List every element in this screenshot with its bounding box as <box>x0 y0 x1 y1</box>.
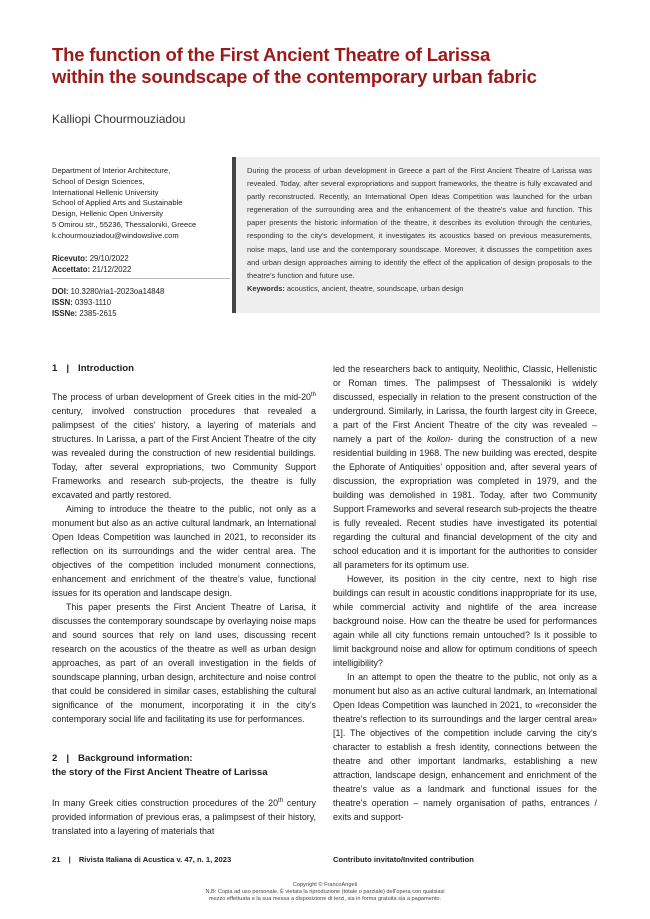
article-metadata <box>52 253 232 319</box>
title-line-1: The function of the First Ancient Theatre of Larissa <box>52 44 491 65</box>
section-number: 2 <box>52 753 58 764</box>
issne-label: ISSNe: <box>52 309 78 318</box>
issne-value: 2385-2615 <box>79 309 117 318</box>
right-column <box>333 362 597 824</box>
body-paragraph: This paper presents the First Ancient Theatre of Larisa, it discusses the contemporary soundscape by overlaying noise maps and sound sources that rely on land uses, discussing recent research on the acoustics of the theatre as well as urban design approaches, as part of an overall investigation in the fields of soundscape planning, urban design, architecture and noise control that could be considered in similar cases, establishing the cultural significance of the monument, incorporating it in the city’s contemporary social life and facilitating its use for performances. <box>52 602 316 724</box>
doi-label: DOI: <box>52 287 69 296</box>
received-date <box>52 253 232 264</box>
accepted-label: Accettato: <box>52 265 91 274</box>
body-paragraph: In many Greek cities construction procedures of the 20th century provided information of previous eras, a palimpsest of their history, translated into a layering of materials that <box>52 798 316 836</box>
author-affiliation <box>52 166 232 242</box>
issne <box>52 308 232 319</box>
issn-value: 0393-1110 <box>74 298 112 307</box>
affiliation-line: Design, Hellenic Open University <box>52 209 163 219</box>
section-title: Introduction <box>78 363 134 374</box>
affiliation-line: International Hellenic University <box>52 187 159 197</box>
body-paragraph: The process of urban development of Greek cities in the mid-20th century, involved construction procedures that revealed a palimpsest of the cities’ history, a layering of materials and structures. In Larissa, a part of the First Ancient Theatre of the city was revealed during the construction of new residential buildings. Today, after several expropriations, two Community Support Frameworks and research sub-projects, the theatre is fully excavated and partly restored. <box>52 392 316 500</box>
page-footer-journal <box>52 855 231 864</box>
copyright-notice <box>0 882 650 904</box>
title-line-2: within the soundscape of the contemporary urban fabric <box>52 66 537 87</box>
page-number: 21 <box>52 855 61 864</box>
section-heading-introduction <box>52 362 316 376</box>
affiliation-line: 5 Omirou str., 55236, Thessaloniki, Greece <box>52 219 197 229</box>
issn-label: ISSN: <box>52 298 73 307</box>
received-value: 29/10/2022 <box>89 254 129 263</box>
body-paragraph: In an attempt to open the theatre to the public, not only as a monument but also as an active cultural landmark, an International Open Ideas Competition was launched in 2021, to «reconsider the theatre’s reflection to its surroundings and the larger central area» [1]. The objectives of the competition include carving the city’s character to establish a fresh identity, connections between the theatre and other important landmarks, establishing a new attraction, landscape design, enhancement and enrichment of the theatre’s value as a landmark and functional issues for the theatre’s operation – namely organisation of paths, entrances / exits and support- <box>333 672 597 822</box>
doi-value[interactable]: 10.3280/ria1-2023oa14848 <box>70 287 165 296</box>
body-paragraph: However, its position in the city centre, next to high rise buildings can result in acoustic conditions inappropriate for its use, while commercial activity and nightlife of the area increase background noise. How can the theatre be used for performances again while all city functions remain untouched? Is it possible to limit background noise and allow for optimum conditions of speech intelligibility? <box>333 574 597 668</box>
section-heading-background <box>52 752 316 780</box>
section-title: Background information: <box>78 753 193 764</box>
keywords-value: acoustics, ancient, theatre, soundscape, urban design <box>286 283 464 293</box>
left-column <box>52 362 316 838</box>
author-email[interactable]: k.chourmouziadou@windowslive.com <box>52 230 179 240</box>
body-paragraph: Aiming to introduce the theatre to the public, not only as a monument but also as an active cultural landmark, an International Open Ideas Competition was launched in 2021, to reconsider its reflection on its surroundings and the wider central area. The objectives of the competition included monument connections, enhancement and enrichment of the theatre’s value, functional issues for its operation and landscape design. <box>52 504 316 598</box>
copyright-line: Copyright © FrancoAngeli <box>292 882 358 888</box>
paper-title <box>52 44 612 88</box>
received-label: Ricevuto: <box>52 254 88 263</box>
doi <box>52 286 232 297</box>
copyright-line: mezzo effettuata e la sua messa a disposizione di terzi, sia in forma gratuita sia a pagamento. <box>208 896 442 903</box>
section-subtitle: the story of the First Ancient Theatre of Larissa <box>52 767 268 778</box>
copyright-line: N.B: Copia ad uso personale. È vietata la riproduzione (totale o parziale) dell’opera con qualsiasi <box>205 889 445 896</box>
accepted-date <box>52 264 232 275</box>
body-paragraph: led the researchers back to antiquity, Neolithic, Classic, Hellenistic or Roman times. The palimpsest of Thessaloniki is widely discussed, especially in relation to the present construction of the underground. Similarly, in Larissa, the fourth largest city in Greece, a part of the First Ancient Theatre of the city was revealed – namely a part of the koilon- during the construction of a new residential building in 1968. The new building was erected, despite the Ephorate of Antiquities’ opposition and, after several years of discussion, the expropriation was completed in 1979, and the building was demolished in 1981. Today, after two Community Support Frameworks and several research sub-projects the theatre is fully revealed. Recent studies have investigated its potential regarding the cultural and financial development of the city and school education and it is important for the authorities to consider all parameters for its optimum use. <box>333 364 597 570</box>
footer-separator: | <box>68 855 71 864</box>
affiliation-line: Department of Interior Architecture, <box>52 166 171 175</box>
affiliation-line: School of Design Sciences, <box>52 176 145 186</box>
journal-citation: Rivista Italiana di Acustica v. 47, n. 1, 2023 <box>78 855 232 864</box>
affiliation-line: School of Applied Arts and Sustainable <box>52 198 183 208</box>
section-number: 1 <box>52 363 58 374</box>
accepted-value: 21/12/2022 <box>92 265 132 274</box>
issn <box>52 297 232 308</box>
metadata-divider <box>52 278 230 279</box>
author-name: Kalliopi Chourmouziadou <box>52 112 186 126</box>
keywords-label: Keywords: <box>247 283 285 293</box>
abstract-text: During the process of urban development in Greece a part of the First Ancient Theatre of Larissa was revealed. Today, after several expropriations and support frameworks, the theatre is fully excavated and partly reconstructed. Recently, an International Open Ideas Competition was launched for the urban regeneration of the surrounding area and the enhancement of the theatre’s value and function. This paper presents the historic information of the theatre, it describes its evolution through the centuries, responding to the city’s development, it investigates its acoustics based on previous measurements, noise maps, land use and the contemporary soundscape. Moreover, it discusses the competition axes and urban design approaches aiming to identify the effect of the application of design proposals to the theatre’s function and future use. <box>247 166 592 280</box>
section-separator: | <box>66 753 70 764</box>
page-footer-contribution: Contributo invitato/Invited contribution <box>333 855 474 864</box>
section-separator: | <box>66 363 70 374</box>
abstract-box <box>232 157 600 313</box>
